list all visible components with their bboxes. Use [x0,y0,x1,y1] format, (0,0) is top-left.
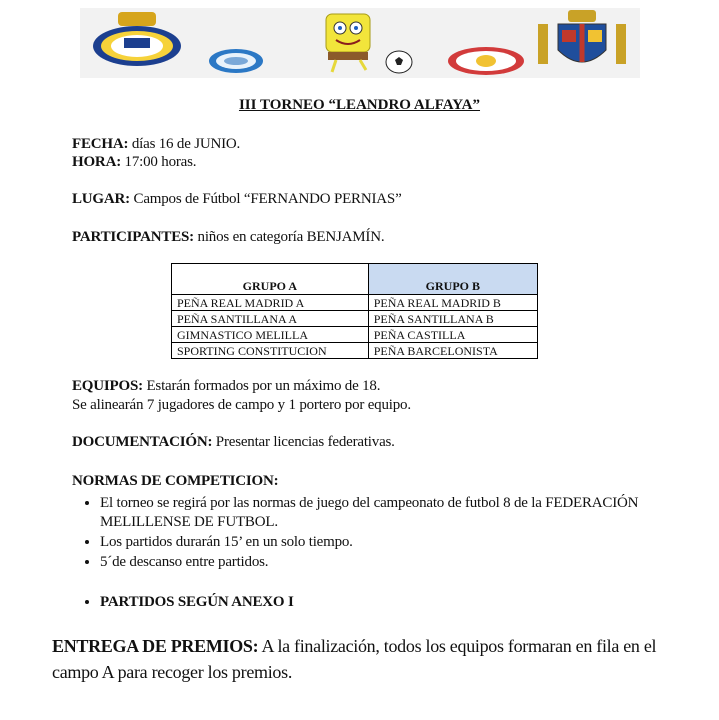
list-item: • 5´de descanso entre partidos. [100,553,660,572]
page-title: III TORNEO “LEANDRO ALFAYA” [238,97,481,113]
hora-line [72,154,196,171]
table-row [172,295,538,311]
group-a-team: GIMNASTICO MELILLA [172,327,369,343]
group-a-team: PEÑA SANTILLANA A [172,311,369,327]
fecha-label: FECHA: [72,136,129,152]
list-item: • Los partidos durarán 15’ en un solo tiempo. [100,533,660,552]
awards-paragraph [52,633,662,685]
equipos-line [72,378,380,395]
table-row [172,327,538,343]
table-header-row [172,264,538,295]
table-row [172,343,538,359]
awards-label: ENTREGA DE PREMIOS: [52,636,259,656]
participantes-label: PARTICIPANTES: [72,229,194,245]
lugar-label: LUGAR: [72,191,130,207]
club-badge-icon [208,48,264,74]
group-b-team: PEÑA SANTILLANA B [368,311,537,327]
rules-list [72,494,660,613]
group-a-team: SPORTING CONSTITUCION [172,343,369,359]
group-b-team: PEÑA BARCELONISTA [368,343,537,359]
group-a-header: GRUPO A [172,264,369,295]
lugar-value: Campos de Fútbol “FERNANDO PERNIAS” [129,191,402,207]
documentacion-label: DOCUMENTACIÓN: [72,434,213,450]
participantes-value: niños en categoría BENJAMÍN. [193,229,385,245]
participantes-line [72,229,384,246]
group-b-team: PEÑA CASTILLA [368,327,537,343]
group-b-team: PEÑA REAL MADRID B [368,295,537,311]
logo-banner [80,8,640,78]
normas-heading [72,473,278,490]
normas-label: NORMAS DE COMPETICION: [72,473,279,489]
red-white-club-badge-icon [446,46,526,76]
soccer-ball-icon [384,50,414,74]
real-madrid-crest-icon [88,10,186,70]
equipos-line-2: Se alinearán 7 jugadores de campo y 1 portero por equipo. [72,397,411,413]
hora-label: HORA: [72,154,121,170]
table-row [172,311,538,327]
groups-table [171,263,538,359]
awards-value: A la finalización, todos los equipos formaran en fila en el campo A para recoger los premios. [52,636,657,682]
hora-value: 17:00 horas. [121,154,197,170]
documentacion-value: Presentar licencias federativas. [212,434,395,450]
list-item: • El torneo se regirá por las normas de juego del campeonato de futbol 8 de la FEDERACIÓN MELILLENSE DE FUTBOL. [100,494,660,532]
melilla-coat-of-arms-icon [532,10,632,74]
group-a-team: PEÑA REAL MADRID A [172,295,369,311]
group-b-header: GRUPO B [368,264,537,295]
fecha-line [72,136,240,153]
lugar-line [72,191,402,208]
spongebob-mascot-icon [312,12,386,74]
equipos-value: Estarán formados por un máximo de 18. [142,378,381,394]
equipos-label: EQUIPOS: [72,378,143,394]
documentacion-line [72,434,395,451]
list-item: • PARTIDOS SEGÚN ANEXO I [100,593,660,612]
fecha-value: días 16 de JUNIO. [128,136,241,152]
